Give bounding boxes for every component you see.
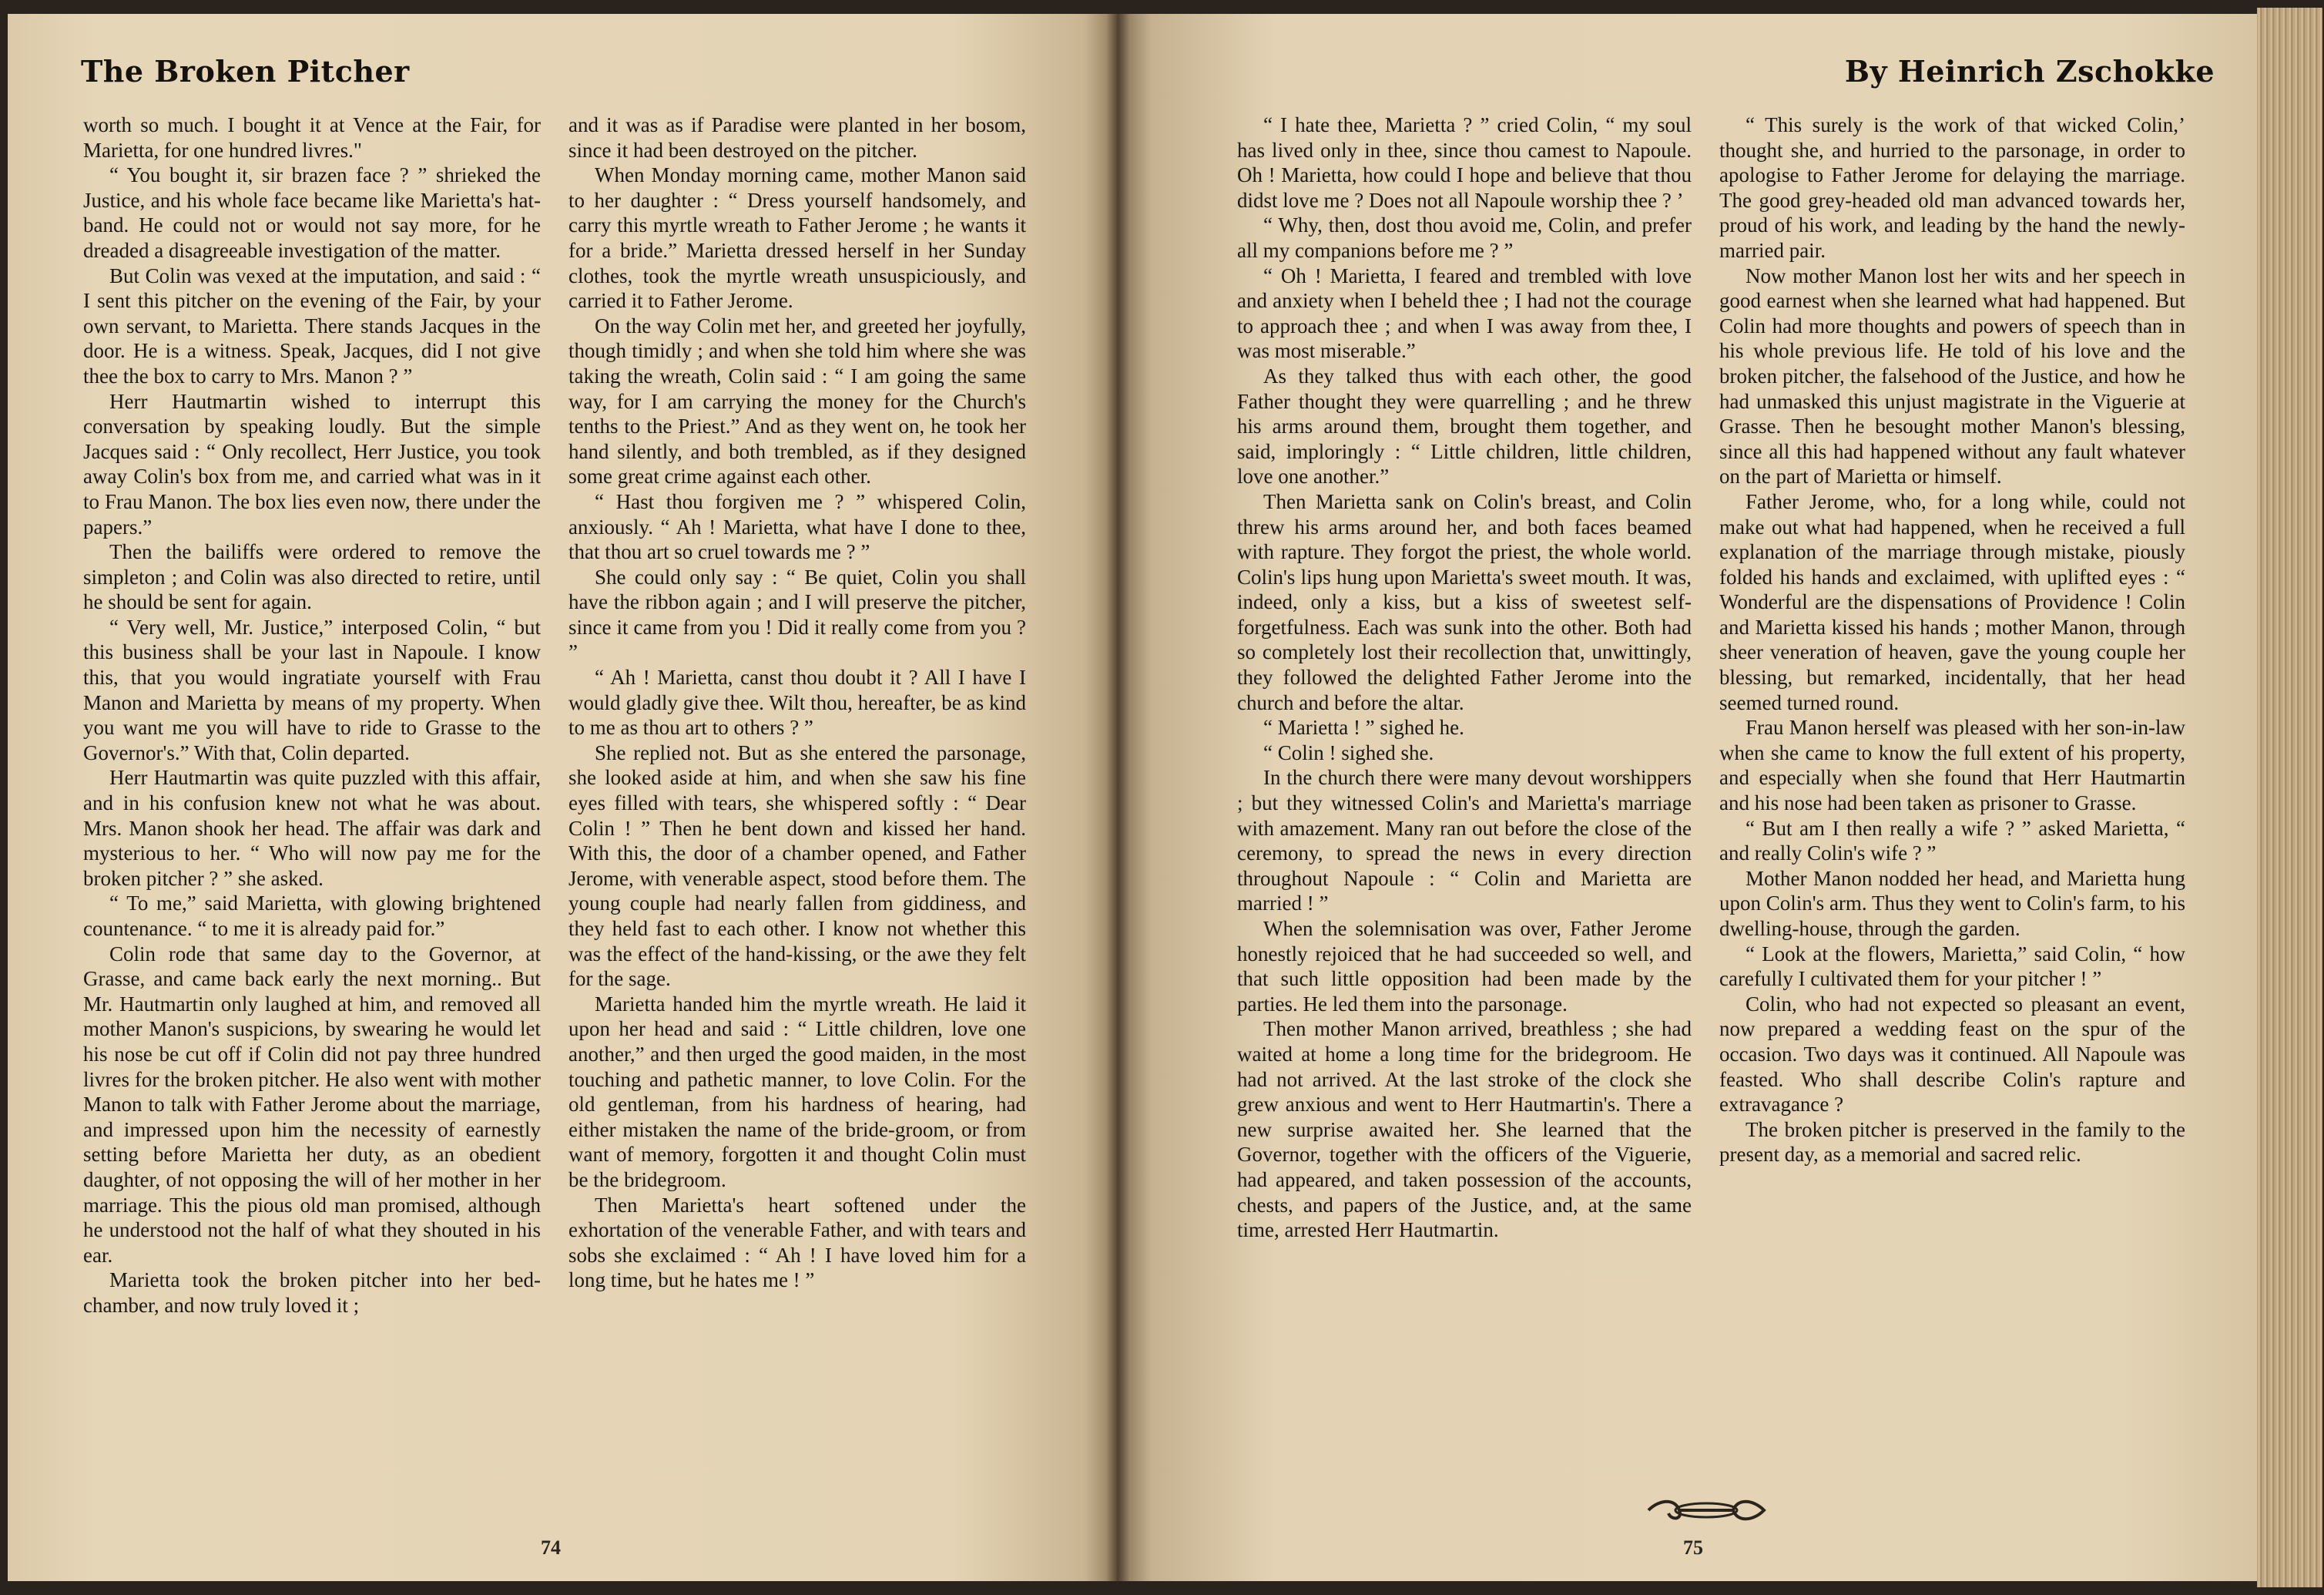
paragraph: “ Marietta ! ” sighed he. — [1263, 716, 1464, 740]
paragraph: Then the bailiffs were ordered to remove the simpleton ; and Colin was also directed to retire, until he should be sent for again. — [83, 540, 541, 614]
paragraph: Herr Hautmartin wished to interrupt this conversation by speaking loudly. But the simple Jacques said : “ Only recollect, Herr Justice, you took away Colin's box from me, and carried what was in it to Frau Manon. The box lies even now, there under the papers.” — [83, 389, 541, 539]
paragraph: “ You bought it, sir brazen face ? ” shrieked the Justice, and his whole face became like Marietta's hat-band. He could not or would not say more, for he dreaded a disagreeable investigation of the matter. — [83, 163, 541, 262]
paragraph: “ Look at the flowers, Marietta,” said Colin, “ how carefully I cultivated them for your pitcher ! ” — [1719, 942, 2185, 991]
paragraph: Then Marietta sank on Colin's breast, and Colin threw his arms around her, and both faces beamed with rapture. They forgot the priest, the whole world. Colin's lips hung upon Marietta's sweet mouth. It was, indeed, only a kiss, but a kiss of sweetest self-forgetfulness. Each was sunk into the other. Both had so completely lost their recollection that, unwittingly, they followed the delighted Father Jerome into the church and before the altar. — [1237, 489, 1692, 714]
paragraph: “ To me,” said Marietta, with glowing brightened countenance. “ to me it is already paid for.” — [83, 892, 541, 940]
paragraph: She could only say : “ Be quiet, Colin you shall have the ribbon again ; and I will preserve the pitcher, since it came from you ! Did it really come from you ? ” — [568, 565, 1026, 664]
running-head-author: By Heinrich Zschokke — [1844, 54, 2215, 89]
running-head-title: The Broken Pitcher — [81, 54, 410, 89]
paragraph: Marietta handed him the myrtle wreath. He laid it upon her head and said : “ Little children, love one another,” and then urged the good maiden, in the most touching and pathetic manner, to love Colin. For the old gentleman, from his hardness of hearing, had either mistaken the name of the bride-groom, or from want of memory, forgotten it and thought Colin must be the bridegroom. — [568, 992, 1026, 1191]
paragraph: Then Marietta's heart softened under the exhortation of the venerable Father, and with tears and sobs she exclaimed : “ Ah ! I have loved him for a long time, but he hates me ! ” — [568, 1193, 1026, 1292]
book-gutter — [1106, 14, 1129, 1581]
right-page-column-1 — [1237, 112, 1692, 1243]
paragraph: Frau Manon herself was pleased with her son-in-law when she came to know the full extent of his property, and especially when she found that Herr Hautmartin and his nose had been taken as prisoner to Grasse. — [1719, 716, 2185, 815]
paragraph: “ Ah ! Marietta, canst thou doubt it ? All I have I would gladly give thee. Wilt thou, hereafter, be as kind to me as thou art to others ? ” — [568, 666, 1026, 740]
paragraph: “ Colin ! sighed she. — [1263, 740, 1434, 764]
paragraph: Colin, who had not expected so pleasant an event, now prepared a wedding feast on the spur of the occasion. Two days was it continued. All Napoule was feasted. Who shall describe Colin's rapture and extravagance ? — [1719, 992, 2185, 1116]
paragraph: But Colin was vexed at the imputation, and said : “ I sent this pitcher on the evening of the Fair, by your own servant, to Marietta. There stands Jacques in the door. He is a witness. Speak, Jacques, did I not give thee the box to carry to Mrs. Manon ? ” — [83, 264, 541, 388]
paragraph: Colin rode that same day to the Governor, at Grasse, and came back early the next morning.. But Mr. Hautmartin only laughed at him, and removed all mother Manon's suspicions, by swearing he would let his nose be cut off if Colin did not pay three hundred livres for the broken pitcher. He also went with mother Manon to talk with Father Jerome about the marriage, and impressed upon him the necessity of earnestly setting before Marietta her duty, as an obedient daughter, of not opposing the will of her mother in her marriage. This the pious old man promised, although he understood not the half of what they shouted in his ear. — [83, 942, 541, 1267]
paragraph: The broken pitcher is preserved in the family to the present day, as a memorial and sacred relic. — [1719, 1117, 2185, 1167]
page-number: 75 — [1683, 1536, 1703, 1559]
paragraph: “ Why, then, dost thou avoid me, Colin, and prefer all my companions before me ? ” — [1237, 213, 1692, 262]
paragraph: When Monday morning came, mother Manon said to her daughter : “ Dress yourself handsomely, and carry this myrtle wreath to Father Jerome ; he wants it for a bride.” Marietta dressed herself in her Sunday clothes, took the myrtle wreath unsuspiciously, and carried it to Father Jerome. — [568, 163, 1026, 313]
left-page-column-1 — [83, 112, 541, 1318]
paragraph: She replied not. But as she entered the parsonage, she looked aside at him, and when she saw his fine eyes filled with tears, she whispered softly : “ Dear Colin ! ” Then he bent down and kissed her hand. With this, the door of a chamber opened, and Father Jerome, with venerable aspect, stood before them. The young couple had nearly fallen from giddiness, and they held fast to each other. I know not whether this was the effect of the hand-kissing, or the awe they felt for the sage. — [568, 740, 1026, 991]
page-number: 74 — [541, 1536, 561, 1559]
left-page — [8, 14, 1117, 1581]
paragraph: As they talked thus with each other, the good Father thought they were quarrelling ; and he threw his arms around them, brought them together, and said, imploringly : “ Little children, little children, love one another.” — [1237, 364, 1692, 489]
paragraph: Father Jerome, who, for a long while, could not make out what had happened, when he received a full explanation of the marriage through mistake, piously folded his hands and exclaimed, with uplifted eyes : “ Wonderful are the dispensations of Providence ! Colin and Marietta kissed his hands ; mother Manon, through sheer veneration of heaven, gave the young couple her blessing, but remarked, incidentally, that her head seemed turned round. — [1719, 489, 2185, 714]
paragraph: “ Oh ! Marietta, I feared and trembled with love and anxiety when I beheld thee ; I had not the courage to approach thee ; and when I was away from thee, I was most miserable.” — [1237, 264, 1692, 363]
paragraph: Now mother Manon lost her wits and her speech in good earnest when she learned what had happened. But Colin had more thoughts and powers of speech than in his whole previous life. He told of his love and the broken pitcher, the falsehood of the Justice, and how he had unmasked this unjust magistrate in the Viguerie at Grasse. Then he besought mother Manon's blessing, since all this had happened without any fault whatever on the part of Marietta or himself. — [1719, 264, 2185, 489]
paragraph: Mother Manon nodded her head, and Marietta hung upon Colin's arm. Thus they went to Colin's farm, to his dwelling-house, through the garden. — [1719, 866, 2185, 940]
paragraph: worth so much. I bought it at Vence at the Fair, for Marietta, for one hundred livres." — [83, 113, 541, 162]
page-edges — [2257, 8, 2322, 1587]
paragraph: Herr Hautmartin was quite puzzled with this affair, and in his confusion knew not what he was about. Mrs. Manon shook her head. The affair was dark and mysterious to her. “ Who will now pay me for the broken pitcher ? ” she asked. — [83, 766, 541, 890]
paragraph: When the solemnisation was over, Father Jerome honestly rejoiced that he had succeeded so well, and that such little opposition had been made by the parties. He led them into the parsonage. — [1237, 917, 1692, 1016]
right-page-column-2 — [1719, 112, 2185, 1167]
left-page-column-2 — [568, 112, 1026, 1293]
paragraph: “ Very well, Mr. Justice,” interposed Colin, “ but this business shall be your last in Napoule. I know this, that you would ingratiate yourself with Frau Manon and Marietta by means of my property. When you want me you will have to ride to Grasse to the Governor's.” With that, Colin departed. — [83, 615, 541, 764]
paragraph: In the church there were many devout worshippers ; but they witnessed Colin's and Marietta's marriage with amazement. Many ran out before the close of the ceremony, to spread the news in every direction throughout Napoule : “ Colin and Marietta are married ! ” — [1237, 766, 1692, 915]
paragraph: “ This surely is the work of that wicked Colin,’ thought she, and hurried to the parsonage, in order to apologise to Father Jerome for delaying the marriage. The good grey-headed old man advanced towards her, proud of his work, and leading by the hand the newly-married pair. — [1719, 113, 2185, 262]
paragraph: “ But am I then really a wife ? ” asked Marietta, “ and really Colin's wife ? ” — [1719, 816, 2185, 865]
paragraph: On the way Colin met her, and greeted her joyfully, though timidly ; and when she told him where she was taking the wreath, Colin said : “ I am going the same way, for I am carrying the money for the Church's tenths to the Priest.” And as they went on, he took her hand silently, and both trembled, as if they designed some great crime against each other. — [568, 314, 1026, 489]
paragraph: and it was as if Paradise were planted in her bosom, since it had been destroyed on the pitcher. — [568, 113, 1026, 162]
paragraph: Then mother Manon arrived, breathless ; she had waited at home a long time for the bridegroom. He had not arrived. At the last stroke of the clock she grew anxious and went to Herr Hautmartin's. There a new surprise awaited her. She learned that the Governor, together with the officers of the Viguerie, had appeared, and taken possession of the accounts, chests, and papers of the Justice, and, at the same time, arrested Herr Hautmartin. — [1237, 1017, 1692, 1242]
paragraph: “ Hast thou forgiven me ? ” whispered Colin, anxiously. “ Ah ! Marietta, what have I done to thee, that thou art so cruel towards me ? ” — [568, 489, 1026, 564]
paragraph: Marietta took the broken pitcher into her bed-chamber, and now truly loved it ; — [83, 1268, 541, 1317]
right-page — [1117, 14, 2257, 1581]
paragraph: “ I hate thee, Marietta ? ” cried Colin, “ my soul has lived only in thee, since thou camest to Napoule. Oh ! Marietta, how could I hope and believe that thou didst love me ? Does not all Napoule worship thee ? ’ — [1237, 113, 1692, 212]
tailpiece-ornament-icon — [1641, 1495, 1772, 1526]
